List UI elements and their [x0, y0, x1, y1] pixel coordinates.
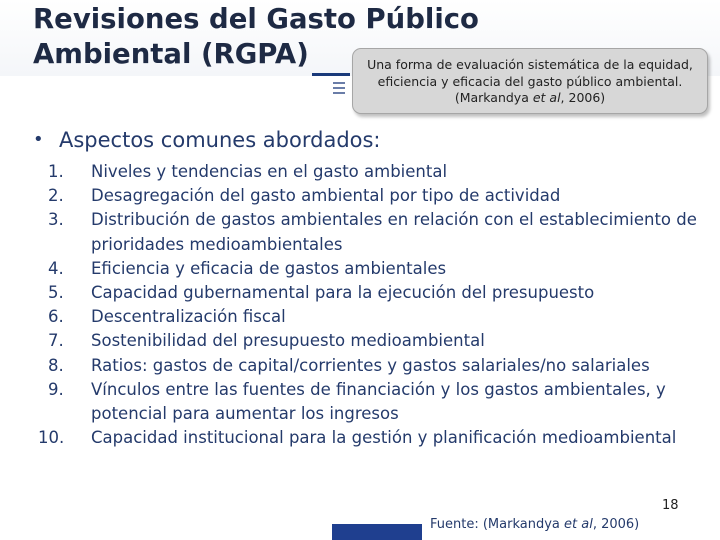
item-text: Desagregación del gasto ambiental por tipo de actividad — [91, 186, 561, 206]
source-citation — [430, 517, 639, 532]
list-item — [48, 160, 701, 184]
list-item — [48, 305, 701, 329]
item-text: Capacidad institucional para la gestión y planificación medioambiental — [91, 428, 677, 448]
item-number: 7. — [48, 331, 64, 351]
item-number: 3. — [48, 210, 64, 230]
callout-text-italic: et al — [532, 90, 561, 105]
title-underline — [312, 73, 350, 76]
list-item — [38, 426, 701, 450]
item-number: 5. — [48, 283, 64, 303]
list-item — [48, 257, 701, 281]
item-text: Ratios: gastos de capital/corrientes y gastos salariales/no salariales — [91, 355, 650, 375]
callout-text: Una forma de evaluación sistemática de la equidad, eficiencia y eficacia del gasto público ambiental. (Markandya — [367, 57, 693, 105]
item-text: Sostenibilidad del presupuesto medioambiental — [91, 331, 485, 351]
item-text: Descentralización fiscal — [91, 307, 286, 327]
source-text-italic: et al — [564, 517, 593, 532]
list-item — [48, 208, 701, 256]
item-number: 1. — [48, 162, 64, 181]
item-number: 10. — [38, 428, 65, 448]
definition-callout — [352, 48, 708, 114]
item-number: 8. — [48, 355, 64, 375]
item-number: 9. — [48, 379, 64, 399]
item-number: 2. — [48, 186, 64, 206]
item-number: 4. — [48, 258, 64, 278]
item-text: Capacidad gubernamental para la ejecución del presupuesto — [91, 283, 595, 303]
item-text: Distribución de gastos ambientales en relación con el establecimiento de prioridades medioambientales — [91, 210, 697, 254]
list-item — [48, 354, 701, 378]
item-text: Niveles y tendencias en el gasto ambiental — [91, 162, 448, 181]
source-text-end: , 2006) — [592, 517, 640, 532]
item-number: 6. — [48, 307, 64, 327]
callout-text-end: , 2006) — [560, 90, 606, 105]
aspects-list — [38, 160, 701, 450]
logo-mark — [333, 82, 345, 98]
bullet-icon: • — [33, 129, 44, 150]
item-text: Vínculos entre las fuentes de financiación y los gastos ambientales, y potencial para aumentar los ingresos — [91, 379, 666, 424]
list-item — [48, 184, 701, 208]
source-text: Fuente: (Markandya — [430, 517, 564, 532]
list-item — [48, 329, 701, 353]
slide-title: Revisiones del Gasto Público Ambiental (RGPA) — [33, 3, 479, 70]
list-item — [48, 281, 701, 305]
bullet-text: Aspectos comunes abordados: — [59, 128, 381, 152]
list-item — [48, 378, 701, 426]
footer-bar — [332, 524, 422, 540]
page-number: 18 — [662, 498, 679, 513]
item-text: Eficiencia y eficacia de gastos ambientales — [91, 258, 447, 278]
